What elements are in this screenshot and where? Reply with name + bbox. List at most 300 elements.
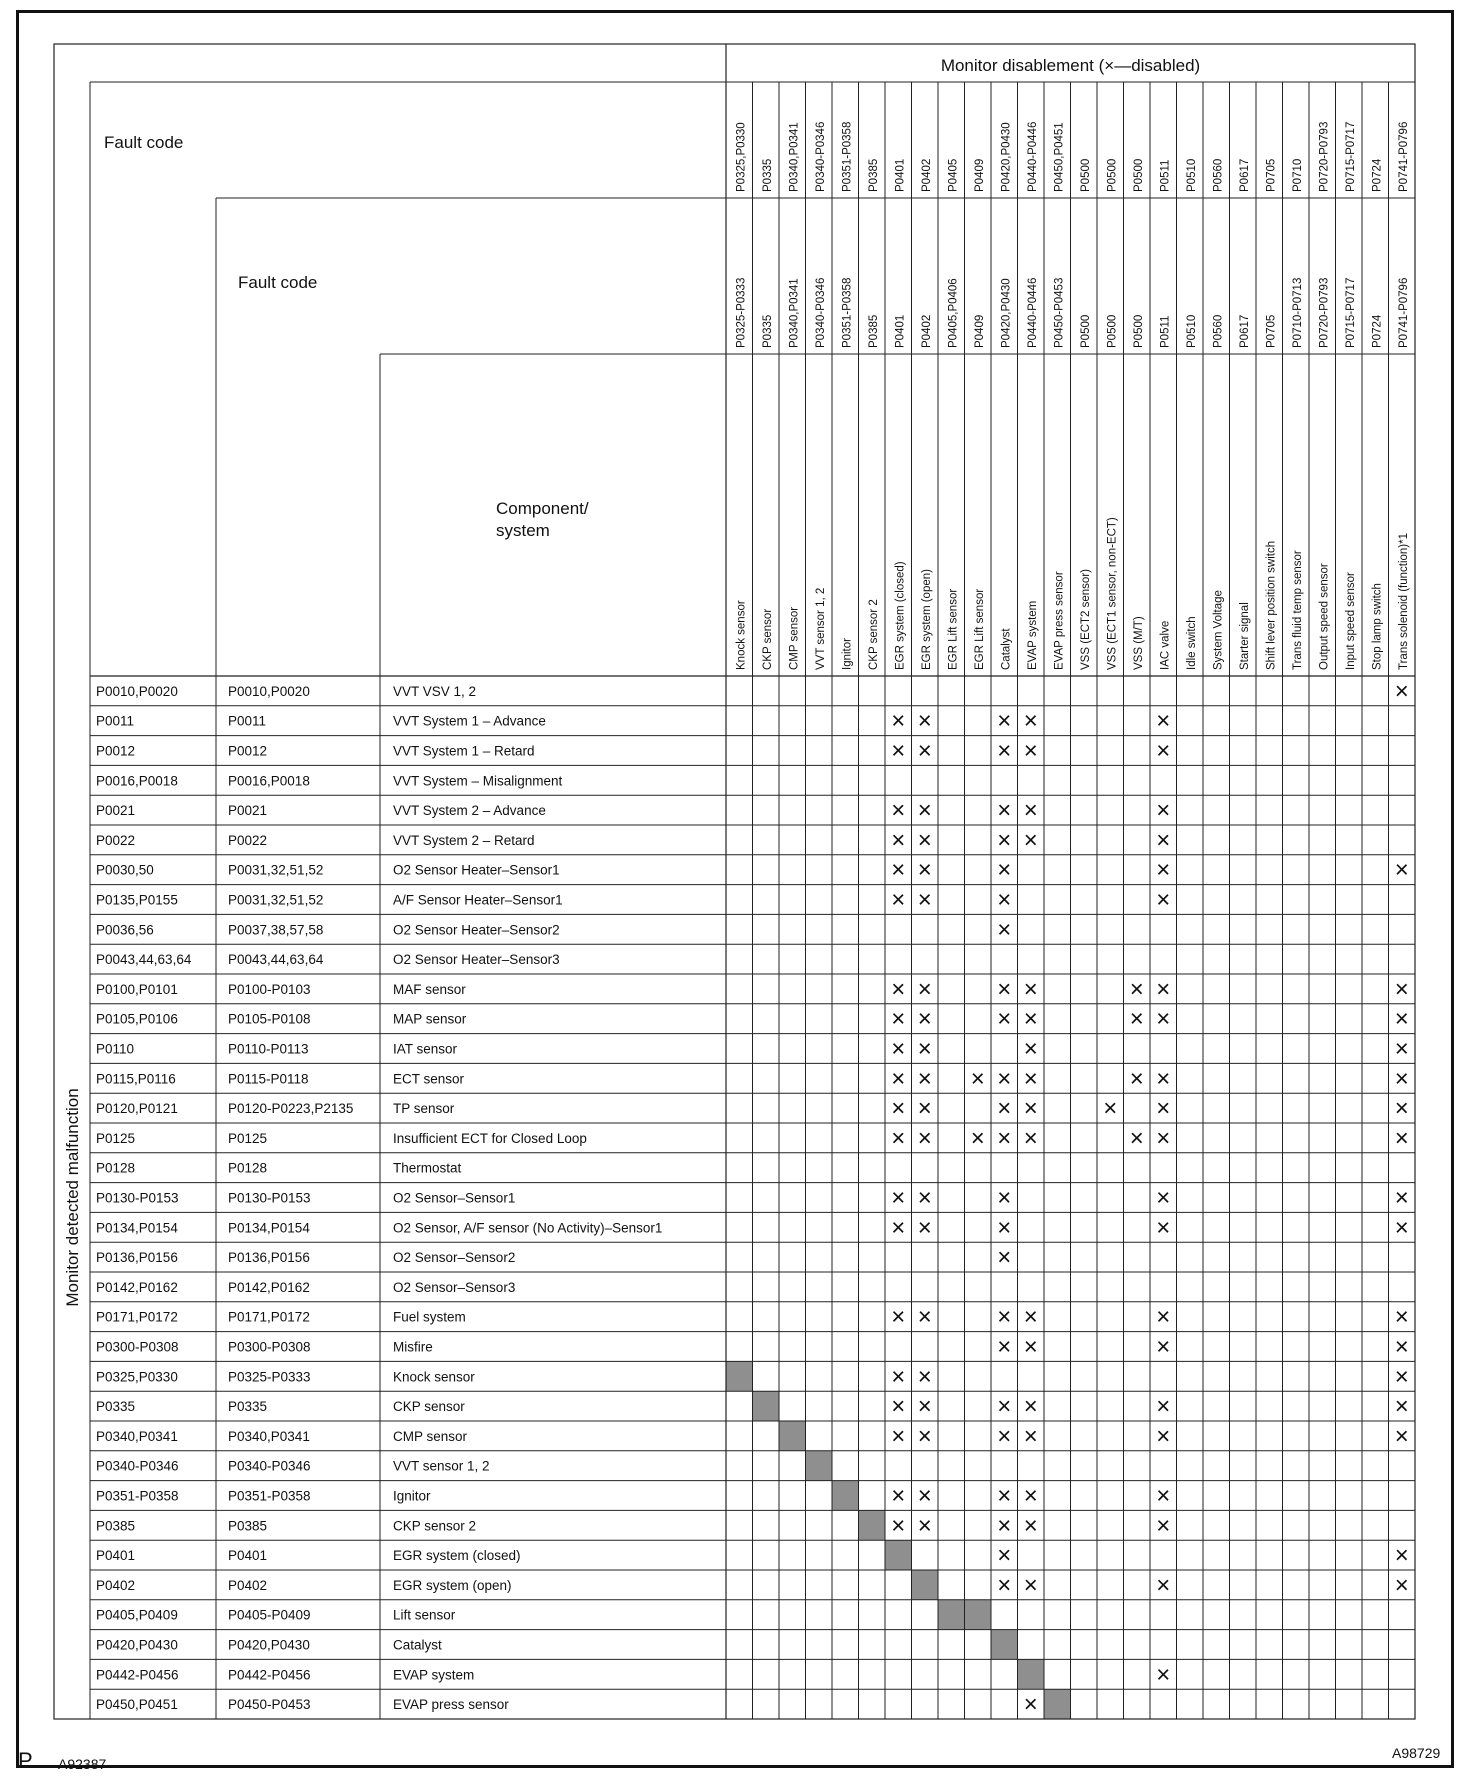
row-component: Knock sensor (393, 1369, 475, 1385)
disabled-cross-mark: × (997, 1124, 1012, 1152)
shaded-self-cell (806, 1451, 833, 1481)
fault-code-header-inner: Fault code (238, 273, 318, 292)
disabled-cross-mark: × (997, 1095, 1012, 1123)
column-code-fault: P0405,P0406 (947, 278, 960, 348)
disabled-cross-mark: × (997, 1214, 1012, 1242)
row-fault-code: P0405-P0409 (228, 1607, 311, 1623)
row-fault-code-monitor: P0010,P0020 (96, 683, 178, 699)
row-component: EGR system (closed) (393, 1548, 521, 1564)
row-component: O2 Sensor Heater–Sensor1 (393, 862, 560, 878)
footer-right-code: A98729 (1392, 1745, 1441, 1761)
disabled-cross-mark: × (997, 1244, 1012, 1272)
column-code-monitor: P0405 (947, 158, 960, 192)
disabled-cross-mark: × (917, 737, 932, 765)
disabled-cross-mark: × (1023, 1124, 1038, 1152)
disabled-cross-mark: × (891, 1184, 906, 1212)
disabled-cross-mark: × (1156, 1303, 1171, 1331)
column-code-fault: P0402 (920, 314, 933, 348)
shaded-self-cell (832, 1481, 859, 1511)
row-component: VVT System – Misalignment (393, 773, 563, 789)
column-code-monitor: P0500 (1079, 158, 1092, 192)
disabled-cross-mark: × (917, 707, 932, 735)
row-fault-code-monitor: P0385 (96, 1518, 136, 1534)
row-fault-code: P0340-P0346 (228, 1458, 311, 1474)
row-fault-code: P0010,P0020 (228, 683, 310, 699)
disabled-cross-mark: × (917, 1393, 932, 1421)
column-code-fault: P0401 (894, 314, 907, 348)
disabled-cross-mark: × (1023, 1035, 1038, 1063)
disabled-cross-mark: × (997, 886, 1012, 914)
disabled-cross-mark: × (1394, 677, 1409, 705)
disabled-cross-mark: × (891, 737, 906, 765)
disabled-cross-mark: × (1156, 1095, 1171, 1123)
disabled-cross-mark: × (1156, 826, 1171, 854)
column-component-name: VSS (ECT2 sensor) (1079, 569, 1092, 670)
disabled-cross-mark: × (1023, 707, 1038, 735)
disabled-cross-mark: × (891, 886, 906, 914)
row-fault-code-monitor: P0130-P0153 (96, 1190, 179, 1206)
row-component: Lift sensor (393, 1607, 456, 1623)
shaded-self-cell (726, 1361, 753, 1391)
column-code-monitor: P0500 (1132, 158, 1145, 192)
disabled-cross-mark: × (997, 737, 1012, 765)
column-component-name: Ignitor (841, 638, 854, 670)
row-fault-code-monitor: P0335 (96, 1399, 136, 1415)
disabled-cross-mark: × (1129, 1065, 1144, 1093)
row-fault-code-monitor: P0105,P0106 (96, 1011, 178, 1027)
row-fault-code: P0385 (228, 1518, 268, 1534)
disabled-cross-mark: × (997, 707, 1012, 735)
row-component: Fuel system (393, 1309, 466, 1325)
row-component: O2 Sensor–Sensor1 (393, 1190, 516, 1206)
column-code-monitor: P0402 (920, 158, 933, 192)
row-fault-code-monitor: P0036,56 (96, 922, 154, 938)
row-fault-code-monitor: P0401 (96, 1548, 136, 1564)
disabled-cross-mark: × (917, 1303, 932, 1331)
row-component: EGR system (open) (393, 1577, 512, 1593)
disabled-cross-mark: × (997, 916, 1012, 944)
disabled-cross-mark: × (891, 1124, 906, 1152)
column-component-name: CKP sensor (761, 608, 774, 670)
disabled-cross-mark: × (997, 1482, 1012, 1510)
row-fault-code: P0325-P0333 (228, 1369, 311, 1385)
row-fault-code-monitor: P0022 (96, 832, 136, 848)
column-component-name: EVAP press sensor (1053, 571, 1066, 670)
disabled-cross-mark: × (997, 1393, 1012, 1421)
column-code-monitor: P0560 (1212, 158, 1225, 192)
disabled-cross-mark: × (917, 1035, 932, 1063)
row-component: MAP sensor (393, 1011, 467, 1027)
disabled-cross-mark: × (1023, 826, 1038, 854)
row-fault-code-monitor: P0402 (96, 1577, 136, 1593)
column-component-name: EGR Lift sensor (947, 588, 960, 670)
column-code-monitor: P0511 (1159, 159, 1172, 192)
row-fault-code-monitor: P0125 (96, 1130, 136, 1146)
disabled-cross-mark: × (917, 1422, 932, 1450)
row-fault-code: P0442-P0456 (228, 1667, 311, 1683)
row-component: IAT sensor (393, 1041, 458, 1057)
disabled-cross-mark: × (1023, 1095, 1038, 1123)
disabled-cross-mark: × (997, 856, 1012, 884)
disabled-cross-mark: × (997, 975, 1012, 1003)
shaded-self-cell (912, 1570, 939, 1600)
column-code-fault: P0351-P0358 (841, 277, 854, 348)
disabled-cross-mark: × (1129, 1124, 1144, 1152)
disabled-cross-mark: × (917, 1184, 932, 1212)
row-fault-code: P0031,32,51,52 (228, 862, 324, 878)
row-fault-code-monitor: P0011 (96, 713, 135, 729)
disabled-cross-mark: × (997, 1571, 1012, 1599)
disabled-cross-mark: × (970, 1124, 985, 1152)
row-component: VVT System 2 – Retard (393, 832, 535, 848)
row-component: ECT sensor (393, 1071, 465, 1087)
disabled-cross-mark: × (1023, 975, 1038, 1003)
row-fault-code-monitor: P0021 (96, 803, 136, 819)
disabled-cross-mark: × (917, 886, 932, 914)
row-component: Ignitor (393, 1488, 431, 1504)
column-component-name: Trans fluid temp sensor (1291, 550, 1304, 670)
row-fault-code: P0105-P0108 (228, 1011, 311, 1027)
column-code-fault: P0385 (867, 314, 880, 348)
disabled-cross-mark: × (1156, 1214, 1171, 1242)
row-fault-code-monitor: P0340,P0341 (96, 1428, 178, 1444)
column-code-monitor: P0385 (867, 158, 880, 192)
disabled-cross-mark: × (917, 1363, 932, 1391)
row-fault-code: P0031,32,51,52 (228, 892, 324, 908)
column-component-name: Input speed sensor (1344, 572, 1357, 670)
disabled-cross-mark: × (997, 1303, 1012, 1331)
disabled-cross-mark: × (1156, 856, 1171, 884)
disabled-cross-mark: × (1156, 1482, 1171, 1510)
row-component: MAF sensor (393, 981, 466, 997)
disabled-cross-mark: × (1023, 1571, 1038, 1599)
row-fault-code: P0016,P0018 (228, 773, 310, 789)
row-fault-code: P0125 (228, 1130, 268, 1146)
disabled-cross-mark: × (1023, 1333, 1038, 1361)
disabled-cross-mark: × (917, 1005, 932, 1033)
column-code-monitor: P0340-P0346 (814, 121, 827, 192)
disabled-cross-mark: × (1394, 1422, 1409, 1450)
disabled-cross-mark: × (1156, 1333, 1171, 1361)
column-component-name: CMP sensor (788, 606, 801, 670)
row-component: A/F Sensor Heater–Sensor1 (393, 892, 563, 908)
disabled-cross-mark: × (1129, 1005, 1144, 1033)
disabled-cross-mark: × (1394, 1035, 1409, 1063)
row-fault-code: P0142,P0162 (228, 1279, 310, 1295)
column-component-name: VSS (M/T) (1132, 616, 1145, 670)
disabled-cross-mark: × (917, 1482, 932, 1510)
column-code-monitor: P0420,P0430 (1000, 122, 1013, 192)
shaded-self-cell (753, 1391, 780, 1421)
disabled-cross-mark: × (1156, 1184, 1171, 1212)
disabled-cross-mark: × (917, 1124, 932, 1152)
disabled-cross-mark: × (997, 1005, 1012, 1033)
column-code-monitor: P0340,P0341 (788, 122, 801, 192)
row-fault-code: P0401 (228, 1548, 268, 1564)
column-component-name: VSS (ECT1 sensor, non-ECT) (1106, 517, 1119, 670)
disabled-cross-mark: × (1156, 707, 1171, 735)
disabled-cross-mark: × (1103, 1095, 1118, 1123)
disabled-cross-mark: × (1023, 1691, 1038, 1719)
row-fault-code: P0340,P0341 (228, 1428, 310, 1444)
shaded-self-cell (991, 1630, 1018, 1660)
disabled-cross-mark: × (891, 1303, 906, 1331)
row-fault-code: P0130-P0153 (228, 1190, 311, 1206)
disabled-cross-mark: × (1156, 1422, 1171, 1450)
column-component-name: IAC valve (1159, 620, 1172, 670)
disabled-cross-mark: × (891, 1482, 906, 1510)
disabled-cross-mark: × (891, 797, 906, 825)
disabled-cross-mark: × (891, 1422, 906, 1450)
component-header-line2: system (496, 521, 550, 540)
column-code-monitor: P0325,P0330 (735, 122, 748, 192)
column-code-monitor: P0715-P0717 (1344, 121, 1357, 192)
column-code-fault: P0560 (1212, 314, 1225, 348)
disabled-cross-mark: × (1394, 1065, 1409, 1093)
row-fault-code: P0351-P0358 (228, 1488, 311, 1504)
column-code-monitor: P0450,P0451 (1053, 122, 1066, 192)
row-fault-code-monitor: P0043,44,63,64 (96, 952, 192, 968)
row-fault-code-monitor: P0128 (96, 1160, 136, 1176)
row-component: EVAP press sensor (393, 1697, 509, 1713)
disabled-cross-mark: × (997, 1542, 1012, 1570)
column-code-monitor: P0351-P0358 (841, 121, 854, 192)
row-fault-code: P0115-P0118 (228, 1071, 309, 1087)
disabled-cross-mark: × (1129, 975, 1144, 1003)
column-code-fault: P0617 (1238, 314, 1251, 348)
row-fault-code-monitor: P0115,P0116 (96, 1071, 176, 1087)
footer-letter: P (18, 1748, 33, 1773)
column-code-fault: P0440-P0446 (1026, 277, 1039, 348)
row-fault-code-monitor: P0450,P0451 (96, 1697, 178, 1713)
column-code-monitor: P0741-P0796 (1397, 121, 1410, 192)
row-component: O2 Sensor–Sensor3 (393, 1279, 516, 1295)
disabled-cross-mark: × (1156, 1661, 1171, 1689)
disabled-cross-mark: × (1394, 1571, 1409, 1599)
row-component: Catalyst (393, 1637, 442, 1653)
row-fault-code: P0420,P0430 (228, 1637, 310, 1653)
column-code-monitor: P0409 (973, 158, 986, 192)
fault-code-header-outer: Fault code (104, 133, 184, 152)
row-fault-code: P0021 (228, 803, 268, 819)
column-component-name: Knock sensor (735, 600, 748, 670)
disabled-cross-mark: × (1023, 1512, 1038, 1540)
disabled-cross-mark: × (917, 1214, 932, 1242)
disabled-cross-mark: × (1394, 1214, 1409, 1242)
disabled-cross-mark: × (1156, 1065, 1171, 1093)
disabled-cross-mark: × (997, 1065, 1012, 1093)
row-component: EVAP system (393, 1667, 475, 1683)
disabled-cross-mark: × (997, 1512, 1012, 1540)
column-component-name: Shift lever position switch (1265, 540, 1278, 670)
disabled-cross-mark: × (1156, 1005, 1171, 1033)
disabled-cross-mark: × (1023, 1482, 1038, 1510)
row-fault-code-monitor: P0300-P0308 (96, 1339, 179, 1355)
row-fault-code-monitor: P0136,P0156 (96, 1250, 178, 1266)
column-code-fault: P0500 (1079, 314, 1092, 348)
column-component-name: CKP sensor 2 (867, 599, 880, 670)
disabled-cross-mark: × (917, 856, 932, 884)
disabled-cross-mark: × (1156, 1124, 1171, 1152)
column-code-monitor: P0724 (1371, 158, 1384, 192)
disabled-cross-mark: × (891, 1095, 906, 1123)
shaded-self-cell (1044, 1689, 1071, 1719)
disabled-cross-mark: × (1156, 737, 1171, 765)
column-component-name: Output speed sensor (1318, 563, 1331, 670)
disabled-cross-mark: × (891, 975, 906, 1003)
row-component: VVT System 1 – Advance (393, 713, 546, 729)
column-component-name: Stop lamp switch (1371, 583, 1384, 670)
row-fault-code: P0136,P0156 (228, 1250, 310, 1266)
row-fault-code-monitor: P0012 (96, 743, 136, 759)
column-code-fault: P0710-P0713 (1291, 277, 1304, 348)
disabled-cross-mark: × (1394, 1184, 1409, 1212)
disabled-cross-mark: × (1156, 886, 1171, 914)
row-fault-code: P0012 (228, 743, 268, 759)
shaded-self-cell (885, 1540, 912, 1570)
row-component: CKP sensor 2 (393, 1518, 477, 1534)
disabled-cross-mark: × (997, 797, 1012, 825)
row-fault-code-monitor: P0171,P0172 (96, 1309, 178, 1325)
row-fault-code-monitor: P0340-P0346 (96, 1458, 179, 1474)
monitor-detected-malfunction-label: Monitor detected malfunction (63, 1088, 82, 1307)
column-code-monitor: P0500 (1106, 158, 1119, 192)
row-fault-code-monitor: P0420,P0430 (96, 1637, 178, 1653)
disabled-cross-mark: × (970, 1065, 985, 1093)
row-fault-code: P0022 (228, 832, 268, 848)
column-component-name: Catalyst (1000, 628, 1013, 670)
column-code-fault: P0715-P0717 (1344, 277, 1357, 348)
row-fault-code: P0402 (228, 1577, 268, 1593)
disabled-cross-mark: × (1023, 1393, 1038, 1421)
row-fault-code-monitor: P0120,P0121 (96, 1101, 178, 1117)
disabled-cross-mark: × (997, 1184, 1012, 1212)
column-code-fault: P0720-P0793 (1318, 277, 1331, 348)
row-fault-code-monitor: P0016,P0018 (96, 773, 178, 789)
disabled-cross-mark: × (891, 1512, 906, 1540)
row-fault-code-monitor: P0134,P0154 (96, 1220, 178, 1236)
disabled-cross-mark: × (1156, 1571, 1171, 1599)
disabled-cross-mark: × (1394, 1095, 1409, 1123)
disabled-cross-mark: × (1394, 1363, 1409, 1391)
disabled-cross-mark: × (1023, 1422, 1038, 1450)
row-component: O2 Sensor Heater–Sensor3 (393, 952, 560, 968)
column-component-name: EVAP system (1026, 600, 1039, 670)
disabled-cross-mark: × (917, 975, 932, 1003)
disabled-cross-mark: × (917, 797, 932, 825)
column-code-monitor: P0440-P0446 (1026, 121, 1039, 192)
column-code-monitor: P0720-P0793 (1318, 121, 1331, 192)
disabled-cross-mark: × (1023, 1065, 1038, 1093)
row-component: Misfire (393, 1339, 433, 1355)
row-fault-code-monitor: P0405,P0409 (96, 1607, 178, 1623)
column-component-name: Trans solenoid (function)*1 (1397, 532, 1410, 670)
disabled-cross-mark: × (917, 1095, 932, 1123)
disabled-cross-mark: × (1394, 975, 1409, 1003)
row-component: Thermostat (393, 1160, 462, 1176)
row-fault-code: P0450-P0453 (228, 1697, 311, 1713)
disabled-cross-mark: × (891, 856, 906, 884)
row-fault-code: P0300-P0308 (228, 1339, 311, 1355)
row-fault-code-monitor: P0351-P0358 (96, 1488, 179, 1504)
row-fault-code-monitor: P0135,P0155 (96, 892, 178, 908)
column-code-monitor: P0705 (1265, 158, 1278, 192)
disabled-cross-mark: × (1394, 1542, 1409, 1570)
row-fault-code: P0128 (228, 1160, 268, 1176)
column-code-fault: P0409 (973, 314, 986, 348)
row-fault-code-monitor: P0442-P0456 (96, 1667, 179, 1683)
column-component-name: EGR system (closed) (894, 561, 907, 670)
column-code-fault: P0335 (761, 314, 774, 348)
disabled-cross-mark: × (917, 1512, 932, 1540)
row-component: VVT sensor 1, 2 (393, 1458, 490, 1474)
column-component-name: EGR Lift sensor (973, 588, 986, 670)
column-code-monitor: P0617 (1238, 158, 1251, 192)
shaded-self-cell (859, 1510, 886, 1540)
disabled-cross-mark: × (891, 707, 906, 735)
row-component: Insufficient ECT for Closed Loop (393, 1130, 587, 1146)
shaded-self-cell (938, 1600, 965, 1630)
column-code-monitor: P0335 (761, 158, 774, 192)
column-component-name: VVT sensor 1, 2 (814, 587, 827, 670)
column-code-fault: P0511 (1159, 315, 1172, 348)
disabled-cross-mark: × (1394, 856, 1409, 884)
component-header-line1: Component/ (496, 499, 589, 518)
disabled-cross-mark: × (891, 826, 906, 854)
column-code-fault: P0340-P0346 (814, 277, 827, 348)
disabled-cross-mark: × (891, 1363, 906, 1391)
column-code-fault: P0705 (1265, 314, 1278, 348)
disabled-cross-mark: × (997, 826, 1012, 854)
column-code-fault: P0450-P0453 (1053, 277, 1066, 348)
column-component-name: System Voltage (1212, 590, 1225, 670)
column-code-fault: P0340,P0341 (788, 278, 801, 348)
disabled-cross-mark: × (1394, 1333, 1409, 1361)
row-component: VVT System 2 – Advance (393, 803, 546, 819)
disabled-cross-mark: × (1394, 1124, 1409, 1152)
disabled-cross-mark: × (1394, 1005, 1409, 1033)
row-component: TP sensor (393, 1101, 455, 1117)
disabled-cross-mark: × (1156, 1393, 1171, 1421)
disabled-cross-mark: × (891, 1214, 906, 1242)
row-fault-code: P0110-P0113 (228, 1041, 309, 1057)
row-fault-code-monitor: P0142,P0162 (96, 1279, 178, 1295)
disabled-cross-mark: × (1023, 1303, 1038, 1331)
disabled-cross-mark: × (891, 1005, 906, 1033)
column-code-fault: P0741-P0796 (1397, 277, 1410, 348)
disabled-cross-mark: × (891, 1065, 906, 1093)
column-code-fault: P0510 (1185, 314, 1198, 348)
column-code-fault: P0420,P0430 (1000, 278, 1013, 348)
row-component: O2 Sensor–Sensor2 (393, 1250, 516, 1266)
row-fault-code: P0134,P0154 (228, 1220, 310, 1236)
column-code-monitor: P0710 (1291, 158, 1304, 192)
column-component-name: EGR system (open) (920, 569, 933, 670)
row-component: CKP sensor (393, 1399, 465, 1415)
row-fault-code: P0171,P0172 (228, 1309, 310, 1325)
column-component-name: Idle switch (1185, 616, 1198, 670)
column-code-fault: P0500 (1132, 314, 1145, 348)
row-fault-code: P0011 (228, 713, 267, 729)
shaded-self-cell (1018, 1659, 1045, 1689)
disabled-cross-mark: × (1023, 1005, 1038, 1033)
disabled-cross-mark: × (917, 826, 932, 854)
row-component: VVT System 1 – Retard (393, 743, 535, 759)
column-code-fault: P0325-P0333 (735, 277, 748, 348)
disabled-cross-mark: × (997, 1422, 1012, 1450)
disabled-cross-mark: × (1394, 1303, 1409, 1331)
row-fault-code: P0100-P0103 (228, 981, 311, 997)
